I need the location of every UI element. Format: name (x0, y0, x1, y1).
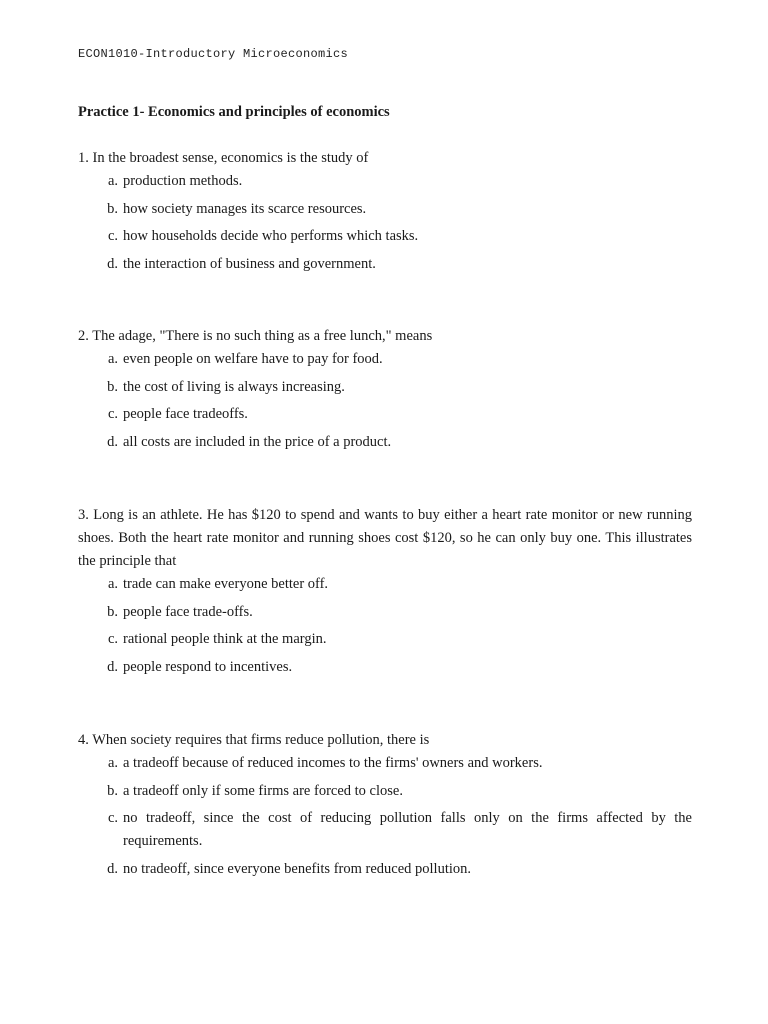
option-letter: c. (107, 810, 118, 826)
option-letter: d. (107, 255, 118, 272)
option-text: people respond to incentives. (123, 658, 293, 675)
option-text: no tradeoff, since the cost of reducing pollution falls only on the firms affected by the requirements. (123, 810, 692, 849)
option-list (78, 170, 692, 276)
option-text: people face tradeoffs. (123, 406, 248, 422)
option-item (78, 348, 692, 371)
option-text: trade can make everyone better off. (123, 576, 329, 592)
option-text: the interaction of business and government. (123, 255, 376, 272)
option-text: the cost of living is always increasing. (123, 378, 345, 395)
option-item (78, 780, 692, 803)
option-item (78, 573, 692, 596)
option-letter: b. (107, 200, 118, 217)
option-item (78, 601, 692, 624)
option-text: how society manages its scarce resources. (123, 200, 367, 217)
option-letter: c. (107, 631, 118, 647)
practice-title: Practice 1- Economics and principles of economics (78, 104, 390, 120)
option-letter: b. (107, 378, 118, 395)
option-letter: b. (107, 603, 118, 620)
course-header: ECON1010-Introductory Microeconomics (78, 47, 349, 61)
question-1 (78, 147, 692, 276)
option-item (78, 858, 692, 881)
option-text: a tradeoff because of reduced incomes to the firms' owners and workers. (123, 755, 543, 771)
option-letter: c. (107, 228, 118, 244)
question-stem: 3. Long is an athlete. He has $120 to spend and wants to buy either a heart rate monitor or new running shoes. Both the heart rate monitor and running shoes cost $120, so he can only buy one. This illustrates the principle that (78, 507, 692, 569)
option-item (78, 376, 692, 399)
option-letter: a. (107, 576, 118, 592)
option-item (78, 198, 692, 221)
option-text: even people on welfare have to pay for food. (123, 351, 383, 367)
option-letter: b. (107, 782, 118, 799)
option-item (78, 807, 692, 853)
option-item (78, 170, 692, 193)
option-item (78, 752, 692, 775)
option-list (78, 752, 692, 881)
option-letter: d. (107, 658, 118, 675)
option-text: production methods. (123, 173, 243, 189)
option-list (78, 348, 692, 454)
option-item (78, 253, 692, 276)
question-3 (78, 504, 692, 679)
question-stem: 2. The adage, "There is no such thing as a free lunch," means (78, 328, 433, 344)
option-letter: a. (107, 755, 118, 771)
option-item (78, 225, 692, 248)
option-letter: d. (107, 860, 118, 877)
option-text: no tradeoff, since everyone benefits from reduced pollution. (123, 860, 472, 877)
option-item (78, 403, 692, 426)
option-letter: a. (107, 173, 118, 189)
question-stem: 1. In the broadest sense, economics is the study of (78, 150, 369, 166)
option-text: how households decide who performs which tasks. (123, 228, 419, 244)
option-letter: c. (107, 406, 118, 422)
option-item (78, 656, 692, 679)
question-2 (78, 325, 692, 454)
option-text: people face trade-offs. (123, 603, 253, 620)
option-list (78, 573, 692, 679)
option-item (78, 628, 692, 651)
option-letter: d. (107, 433, 118, 450)
option-item (78, 431, 692, 454)
option-text: a tradeoff only if some firms are forced to close. (123, 782, 403, 799)
option-letter: a. (107, 351, 118, 367)
question-stem: 4. When society requires that firms reduce pollution, there is (78, 732, 430, 748)
question-4 (78, 729, 692, 881)
option-text: all costs are included in the price of a product. (123, 433, 392, 450)
option-text: rational people think at the margin. (123, 631, 327, 647)
